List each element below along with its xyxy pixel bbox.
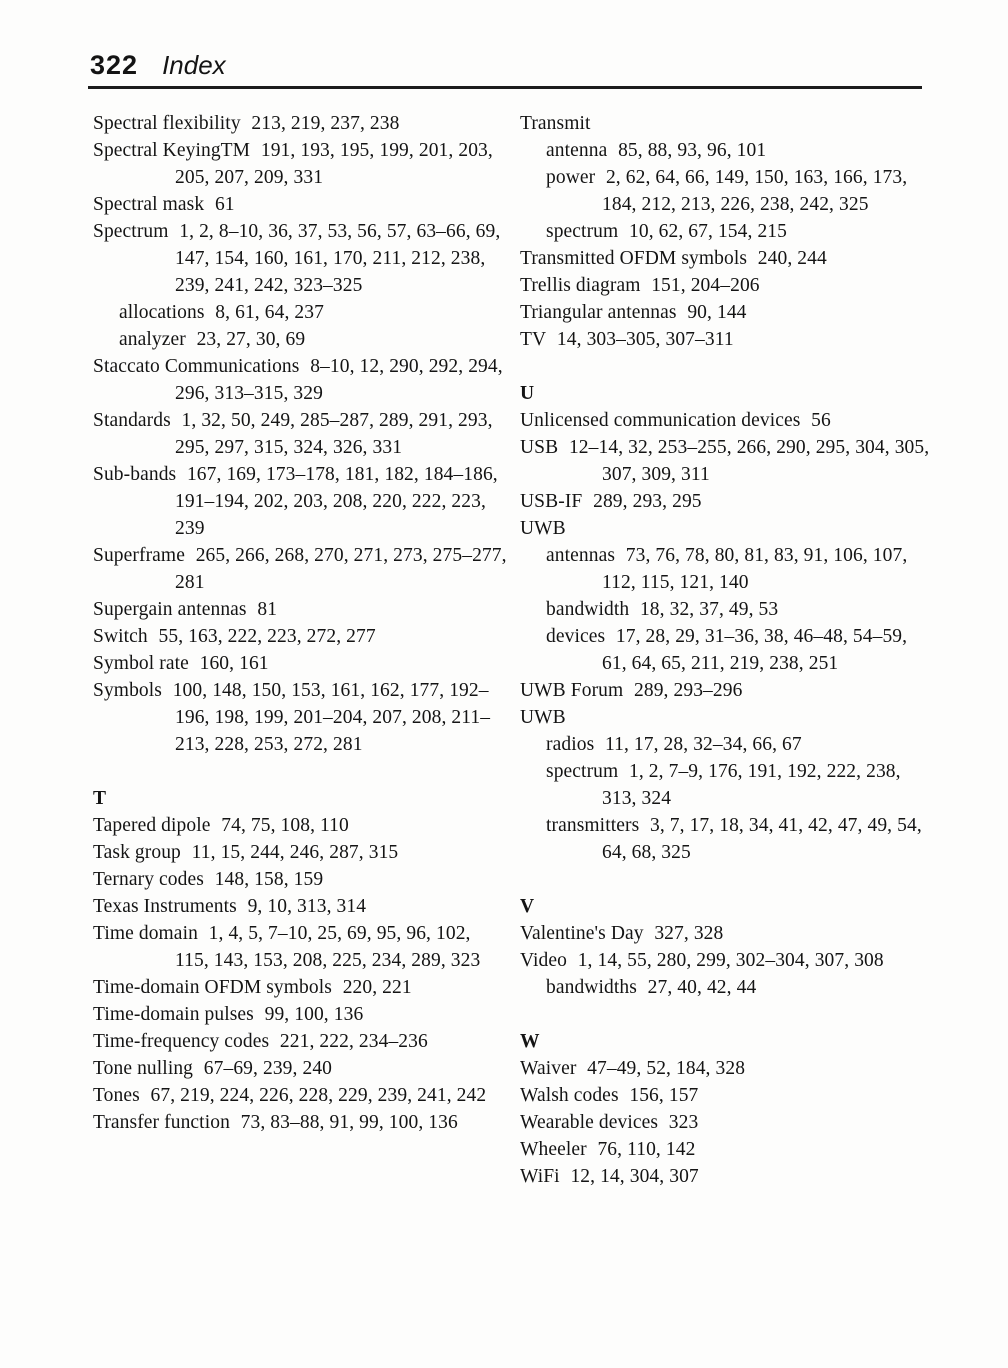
entry-page-numbers: 81	[257, 599, 278, 620]
index-entry	[520, 110, 934, 137]
index-entry	[93, 596, 507, 623]
entry-term: Spectral flexibility	[93, 113, 241, 134]
index-entry	[520, 920, 934, 947]
entry-page-numbers: 148, 158, 159	[214, 869, 324, 890]
entry-page-numbers: 3, 7, 17, 18, 34, 41, 42, 47, 49, 54, 64, 68, 325	[602, 815, 922, 863]
index-subentry	[520, 137, 934, 164]
index-entry	[93, 920, 507, 974]
index-entry	[93, 542, 507, 596]
entry-term: Time domain	[93, 923, 198, 944]
entry-term: V	[520, 896, 535, 917]
index-entry	[93, 218, 507, 299]
index-entry	[520, 1109, 934, 1136]
entry-term: Task group	[93, 842, 181, 863]
index-subentry	[520, 218, 934, 245]
entry-term: spectrum	[546, 221, 619, 242]
index-entry	[93, 1028, 507, 1055]
index-entry	[93, 1001, 507, 1028]
entry-term: Triangular antennas	[520, 302, 677, 323]
entry-term: Trellis diagram	[520, 275, 641, 296]
entry-term: radios	[546, 734, 595, 755]
index-entry	[93, 1082, 507, 1109]
entry-page-numbers: 289, 293, 295	[593, 491, 702, 512]
entry-page-numbers: 1, 4, 5, 7–10, 25, 69, 95, 96, 102, 115, 143, 153, 208, 225, 234, 289, 323	[175, 923, 481, 971]
entry-page-numbers: 23, 27, 30, 69	[196, 329, 306, 350]
entry-term: Superframe	[93, 545, 185, 566]
index-column-left	[93, 110, 507, 1190]
entry-term: TV	[520, 329, 547, 350]
index-entry	[520, 299, 934, 326]
entry-term: Video	[520, 950, 567, 971]
index-entry	[93, 893, 507, 920]
index-entry	[520, 677, 934, 704]
entry-term: UWB	[520, 518, 566, 539]
entry-term: antennas	[546, 545, 616, 566]
section-letter	[520, 380, 934, 407]
entry-term: Walsh codes	[520, 1085, 619, 1106]
index-subentry	[520, 758, 934, 812]
entry-term: WiFi	[520, 1166, 560, 1187]
entry-page-numbers: 323	[668, 1112, 699, 1133]
entry-term: allocations	[119, 302, 205, 323]
entry-term: Spectrum	[93, 221, 169, 242]
index-entry	[520, 326, 934, 353]
entry-page-numbers: 151, 204–206	[651, 275, 760, 296]
entry-term: bandwidth	[546, 599, 630, 620]
index-subentry	[93, 299, 507, 326]
entry-term: Ternary codes	[93, 869, 204, 890]
index-entry	[93, 1109, 507, 1136]
entry-term: U	[520, 383, 535, 404]
entry-page-numbers: 1, 2, 8–10, 36, 37, 53, 56, 57, 63–66, 69, 147, 154, 160, 161, 170, 211, 212, 238, 239, 241, 242, 323–325	[175, 221, 501, 296]
entry-page-numbers: 17, 28, 29, 31–36, 38, 46–48, 54–59, 61, 64, 65, 211, 219, 238, 251	[602, 626, 908, 674]
index-subentry	[93, 326, 507, 353]
entry-term: Unlicensed communication devices	[520, 410, 801, 431]
index-entry	[93, 650, 507, 677]
entry-page-numbers: 12, 14, 304, 307	[570, 1166, 699, 1187]
entry-term: bandwidths	[546, 977, 637, 998]
entry-page-numbers: 220, 221	[342, 977, 412, 998]
entry-term: Transmitted OFDM symbols	[520, 248, 748, 269]
index-subentry	[520, 542, 934, 596]
entry-term: Time-domain pulses	[93, 1004, 254, 1025]
index-entry	[93, 866, 507, 893]
entry-page-numbers: 90, 144	[687, 302, 747, 323]
entry-term: Wearable devices	[520, 1112, 659, 1133]
index-subentry	[520, 596, 934, 623]
entry-term: Sub-bands	[93, 464, 177, 485]
index-entry	[520, 515, 934, 542]
index-entry	[520, 1055, 934, 1082]
entry-term: Tapered dipole	[93, 815, 211, 836]
index-subentry	[520, 731, 934, 758]
entry-term: Spectral mask	[93, 194, 205, 215]
entry-page-numbers: 47–49, 52, 184, 328	[587, 1058, 746, 1079]
index-entry	[93, 974, 507, 1001]
entry-term: USB	[520, 437, 559, 458]
index-entry	[520, 434, 934, 488]
index-entry	[520, 272, 934, 299]
index-columns	[93, 110, 935, 1190]
page-number: 322	[90, 50, 139, 80]
entry-page-numbers: 289, 293–296	[634, 680, 743, 701]
entry-page-numbers: 85, 88, 93, 96, 101	[618, 140, 767, 161]
index-entry	[93, 407, 507, 461]
index-entry	[93, 1055, 507, 1082]
entry-page-numbers: 67, 219, 224, 226, 228, 229, 239, 241, 242	[150, 1085, 487, 1106]
entry-page-numbers: 240, 244	[757, 248, 827, 269]
entry-page-numbers: 327, 328	[654, 923, 724, 944]
section-letter	[93, 785, 507, 812]
entry-term: Waiver	[520, 1058, 577, 1079]
entry-page-numbers: 100, 148, 150, 153, 161, 162, 177, 192–196, 198, 199, 201–204, 207, 208, 211–213, 228, 253, 272, 281	[172, 680, 491, 755]
entry-term: T	[93, 788, 107, 809]
entry-page-numbers: 160, 161	[199, 653, 269, 674]
entry-term: Tones	[93, 1085, 140, 1106]
index-subentry	[520, 623, 934, 677]
page-header	[90, 50, 226, 81]
index-subentry	[520, 812, 934, 866]
index-entry	[520, 704, 934, 731]
entry-page-numbers: 265, 266, 268, 270, 271, 273, 275–277, 281	[175, 545, 507, 593]
entry-page-numbers: 167, 169, 173–178, 181, 182, 184–186, 191–194, 202, 203, 208, 220, 222, 223, 239	[175, 464, 498, 539]
entry-term: Time-frequency codes	[93, 1031, 270, 1052]
index-entry	[93, 110, 507, 137]
index-entry	[520, 1136, 934, 1163]
entry-page-numbers: 99, 100, 136	[264, 1004, 364, 1025]
entry-page-numbers: 10, 62, 67, 154, 215	[629, 221, 787, 242]
index-entry	[520, 245, 934, 272]
entry-page-numbers: 1, 14, 55, 280, 299, 302–304, 307, 308	[577, 950, 884, 971]
entry-page-numbers: 9, 10, 313, 314	[247, 896, 367, 917]
index-entry	[520, 1163, 934, 1190]
index-subentry	[520, 974, 934, 1001]
section-letter	[520, 893, 934, 920]
page-title: Index	[162, 50, 226, 80]
index-entry	[520, 1082, 934, 1109]
entry-page-numbers: 73, 83–88, 91, 99, 100, 136	[240, 1112, 458, 1133]
entry-term: Supergain antennas	[93, 599, 247, 620]
entry-term: Symbol rate	[93, 653, 189, 674]
entry-page-numbers: 55, 163, 222, 223, 272, 277	[158, 626, 376, 647]
entry-page-numbers: 213, 219, 237, 238	[251, 113, 400, 134]
entry-term: transmitters	[546, 815, 640, 836]
entry-term: Standards	[93, 410, 171, 431]
entry-page-numbers: 74, 75, 108, 110	[221, 815, 349, 836]
entry-term: power	[546, 167, 596, 188]
header-divider	[88, 86, 922, 89]
entry-page-numbers: 56	[811, 410, 831, 431]
index-entry	[93, 191, 507, 218]
entry-page-numbers: 191, 193, 195, 199, 201, 203, 205, 207, 209, 331	[175, 140, 493, 188]
entry-term: Symbols	[93, 680, 162, 701]
section-letter	[520, 1028, 934, 1055]
entry-page-numbers: 221, 222, 234–236	[279, 1031, 428, 1052]
entry-page-numbers: 27, 40, 42, 44	[647, 977, 757, 998]
entry-page-numbers: 2, 62, 64, 66, 149, 150, 163, 166, 173, 184, 212, 213, 226, 238, 242, 325	[602, 167, 908, 215]
entry-term: W	[520, 1031, 540, 1052]
entry-term: analyzer	[119, 329, 186, 350]
index-entry	[520, 488, 934, 515]
index-entry	[93, 623, 507, 650]
index-column-right	[520, 110, 934, 1190]
index-entry	[93, 677, 507, 758]
index-entry	[93, 461, 507, 542]
entry-term: UWB	[520, 707, 566, 728]
entry-page-numbers: 8–10, 12, 290, 292, 294, 296, 313–315, 329	[175, 356, 503, 404]
entry-page-numbers: 18, 32, 37, 49, 53	[639, 599, 779, 620]
entry-page-numbers: 73, 76, 78, 80, 81, 83, 91, 106, 107, 112, 115, 121, 140	[602, 545, 908, 593]
entry-page-numbers: 11, 15, 244, 246, 287, 315	[191, 842, 399, 863]
entry-term: Time-domain OFDM symbols	[93, 977, 332, 998]
entry-term: Valentine's Day	[520, 923, 644, 944]
entry-term: Wheeler	[520, 1139, 587, 1160]
entry-term: Spectral KeyingTM	[93, 140, 251, 161]
index-entry	[520, 407, 934, 434]
entry-term: Staccato Communications	[93, 356, 300, 377]
index-entry	[520, 947, 934, 974]
entry-page-numbers: 156, 157	[629, 1085, 699, 1106]
index-entry	[93, 353, 507, 407]
entry-page-numbers: 61	[214, 194, 235, 215]
entry-term: Switch	[93, 626, 148, 647]
index-subentry	[520, 164, 934, 218]
entry-term: spectrum	[546, 761, 619, 782]
entry-term: Texas Instruments	[93, 896, 237, 917]
index-entry	[93, 137, 507, 191]
entry-term: USB-IF	[520, 491, 583, 512]
entry-page-numbers: 12–14, 32, 253–255, 266, 290, 295, 304, 305, 307, 309, 311	[568, 437, 930, 485]
entry-term: Transfer function	[93, 1112, 230, 1133]
entry-page-numbers: 11, 17, 28, 32–34, 66, 67	[604, 734, 802, 755]
index-entry	[93, 839, 507, 866]
entry-term: devices	[546, 626, 606, 647]
entry-term: Transmit	[520, 113, 591, 134]
entry-page-numbers: 1, 32, 50, 249, 285–287, 289, 291, 293, 295, 297, 315, 324, 326, 331	[175, 410, 493, 458]
entry-page-numbers: 67–69, 239, 240	[203, 1058, 333, 1079]
entry-term: Tone nulling	[93, 1058, 194, 1079]
entry-page-numbers: 76, 110, 142	[597, 1139, 696, 1160]
entry-page-numbers: 8, 61, 64, 237	[215, 302, 324, 323]
entry-term: antenna	[546, 140, 608, 161]
entry-page-numbers: 14, 303–305, 307–311	[556, 329, 734, 350]
index-entry	[93, 812, 507, 839]
entry-page-numbers: 1, 2, 7–9, 176, 191, 192, 222, 238, 313, 324	[602, 761, 901, 809]
entry-term: UWB Forum	[520, 680, 624, 701]
